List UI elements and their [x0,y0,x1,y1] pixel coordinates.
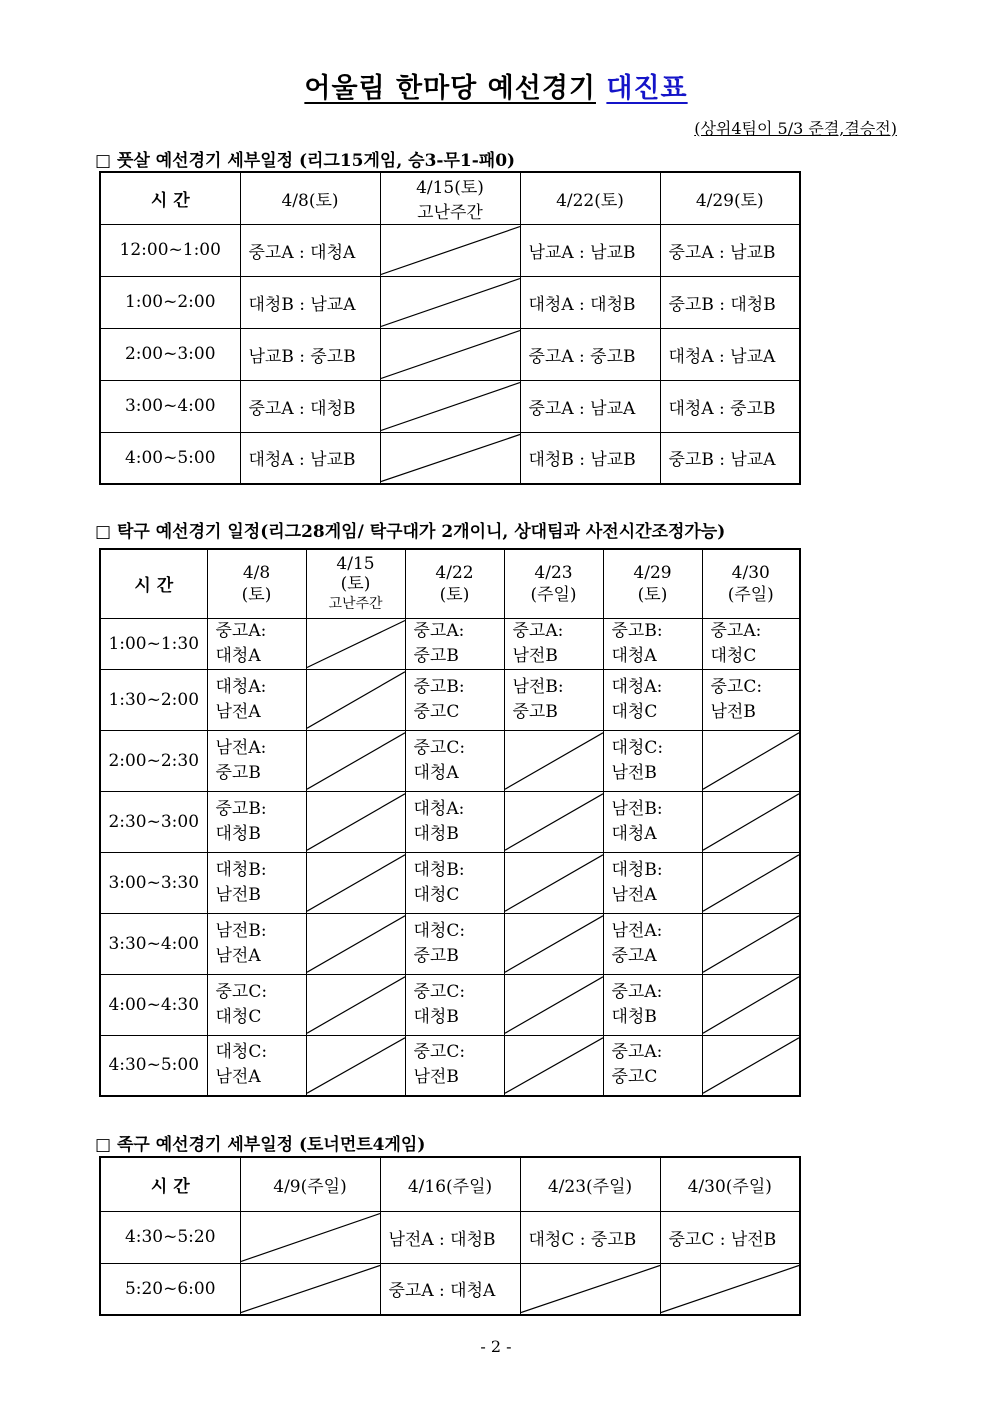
match-cell: 대청A : 대청B [520,276,660,328]
time-slot: 4:00~4:30 [100,974,207,1035]
jokgu-date: 4/9(주일) [240,1157,380,1211]
match-cell [207,791,306,852]
empty-slot [504,730,603,791]
empty-slot [306,669,405,730]
team-a: 대청A: [215,676,267,697]
team-a: 중고A: [512,620,564,641]
time-slot: 4:00~5:00 [100,432,240,484]
match-cell: 중고A : 대청B [240,380,380,432]
jokgu-table [99,1156,801,1316]
empty-slot [702,913,800,974]
table-row [100,432,800,484]
empty-slot [306,791,405,852]
empty-slot [504,913,603,974]
table-row [100,380,800,432]
empty-slot [660,1263,800,1315]
time-header: 시 간 [100,549,207,618]
date-label: 4/23 [534,562,573,583]
table-row [100,1263,800,1315]
team-a: 남전A: [215,737,267,758]
empty-slot [380,380,520,432]
match-cell [207,669,306,730]
team-a: 대청B: [215,859,267,880]
team-b: 중고C [413,701,460,722]
team-b: 남전B [710,701,756,722]
match-cell: 중고B : 남교A [660,432,800,484]
match-cell [207,974,306,1035]
empty-slot [306,618,405,669]
match-cell: 대청C : 중고B [520,1211,660,1263]
time-slot: 5:20~6:00 [100,1263,240,1315]
team-a: 중고C: [413,1042,466,1063]
match-cell [405,1035,504,1096]
match-cell: 대청B : 남교B [520,432,660,484]
time-slot: 3:00~4:00 [100,380,240,432]
futsal-date: 4/8(토) [240,172,380,224]
futsal-heading: □ 풋살 예선경기 세부일정 (리그15게임, 승3-무1-패0) [95,151,516,171]
time-slot: 3:30~4:00 [100,913,207,974]
team-a: 대청C: [215,1042,268,1063]
match-cell [603,730,702,791]
match-cell [603,618,702,669]
team-a: 남전B: [215,920,267,941]
empty-slot [702,852,800,913]
team-b: 대청A [215,645,261,666]
empty-slot [380,276,520,328]
match-cell [405,852,504,913]
pingpong-table [99,548,801,1097]
match-cell [603,913,702,974]
team-a: 중고C: [413,981,466,1002]
weekday-label: (토) [340,573,371,594]
time-slot: 4:30~5:20 [100,1211,240,1263]
table-row [100,618,800,669]
team-a: 대청C: [611,737,664,758]
match-cell [504,669,603,730]
empty-slot [520,1263,660,1315]
team-a: 대청B: [611,859,663,880]
empty-slot [702,1035,800,1096]
team-a: 대청A: [413,798,465,819]
match-cell [603,791,702,852]
page-title [0,66,992,105]
empty-slot [702,791,800,852]
pingpong-date [702,549,800,618]
empty-slot [702,974,800,1035]
table-row [100,791,800,852]
date-label: 4/15 [336,553,375,574]
team-a: 중고C: [413,737,466,758]
futsal-table [99,171,801,485]
jokgu-heading: □ 족구 예선경기 세부일정 (토너먼트4게임) [95,1135,426,1155]
futsal-date: 4/22(토) [520,172,660,224]
jokgu-date: 4/16(주일) [380,1157,520,1211]
futsal-date: 4/15(토) 고난주간 [380,172,520,224]
team-b: 대청A [611,823,657,844]
team-a: 중고C: [710,676,763,697]
team-a: 남전A: [611,920,663,941]
pingpong-date [405,549,504,618]
weekday-label: (토) [637,584,668,605]
match-cell [603,1035,702,1096]
table-row [100,669,800,730]
pingpong-heading: □ 탁구 예선경기 일정(리그28게임/ 탁구대가 2개이니, 상대팀과 사전시간조정가능) [95,522,726,542]
title-main: 어울림 한마당 예선경기 [304,73,596,104]
match-cell [405,730,504,791]
empty-slot [504,974,603,1035]
time-slot: 1:00~1:30 [100,618,207,669]
empty-slot [504,791,603,852]
jokgu-date: 4/23(주일) [520,1157,660,1211]
team-b: 남전B [512,645,558,666]
match-cell [603,852,702,913]
match-cell: 중고A : 남교A [520,380,660,432]
team-b: 중고B [413,645,459,666]
empty-slot [306,1035,405,1096]
team-b: 대청C [413,884,460,905]
match-cell [405,913,504,974]
team-b: 대청B [215,823,261,844]
team-a: 중고B: [215,798,267,819]
team-a: 대청A: [611,676,663,697]
empty-slot [306,974,405,1035]
time-header: 시 간 [100,1157,240,1211]
empty-slot [504,852,603,913]
empty-slot [380,328,520,380]
team-a: 중고A: [710,620,762,641]
match-cell: 중고B : 대청B [660,276,800,328]
match-cell: 중고A : 대청A [380,1263,520,1315]
match-cell: 남교A : 남교B [520,224,660,276]
empty-slot [240,1211,380,1263]
time-slot: 3:00~3:30 [100,852,207,913]
match-cell: 중고A : 중고B [520,328,660,380]
team-b: 남전B [611,762,657,783]
weekday-label: (토) [241,584,272,605]
time-header: 시 간 [100,172,240,224]
team-b: 중고C [611,1067,658,1088]
team-a: 대청C: [413,920,466,941]
team-b: 대청A [413,762,459,783]
table-row [100,328,800,380]
time-slot: 2:30~3:00 [100,791,207,852]
time-slot: 2:00~2:30 [100,730,207,791]
team-b: 중고A [611,945,657,966]
match-cell [702,618,800,669]
table-row [100,1035,800,1096]
table-row [100,913,800,974]
match-cell [405,669,504,730]
match-cell: 중고A : 남교B [660,224,800,276]
date-label: 4/22 [435,562,474,583]
table-row [100,852,800,913]
empty-slot [306,852,405,913]
table-row [100,974,800,1035]
team-b: 남전B [413,1067,459,1088]
empty-slot [504,1035,603,1096]
pingpong-date [504,549,603,618]
time-slot: 1:00~2:00 [100,276,240,328]
empty-slot [380,224,520,276]
weekday-label: (주일) [727,584,774,605]
match-cell [405,618,504,669]
jokgu-date: 4/30(주일) [660,1157,800,1211]
pingpong-date [306,549,405,618]
team-b: 남전A [215,701,261,722]
team-a: 중고A: [215,620,267,641]
table-row [100,276,800,328]
match-cell [603,669,702,730]
match-cell: 중고C : 남전B [660,1211,800,1263]
title-highlight: 대진표 [606,73,688,104]
empty-slot [306,730,405,791]
match-cell [207,730,306,791]
match-cell: 중고A : 대청A [240,224,380,276]
empty-slot [306,913,405,974]
weekday-label: (주일) [530,584,577,605]
team-a: 중고C: [215,981,268,1002]
empty-slot [702,730,800,791]
time-slot: 12:00~1:00 [100,224,240,276]
match-cell: 대청B : 남교A [240,276,380,328]
futsal-date: 4/29(토) [660,172,800,224]
team-a: 남전B: [611,798,663,819]
date-note: 고난주간 [328,595,383,612]
time-slot: 4:30~5:00 [100,1035,207,1096]
match-cell: 대청A : 남교B [240,432,380,484]
team-a: 중고A: [611,981,663,1002]
team-a: 중고B: [611,620,663,641]
team-b: 남전A [611,884,657,905]
match-cell: 대청A : 남교A [660,328,800,380]
match-cell [207,913,306,974]
page-number: - 2 - [480,1337,512,1356]
team-b: 남전A [215,1067,261,1088]
empty-slot [240,1263,380,1315]
time-slot: 1:30~2:00 [100,669,207,730]
date-label: 4/30 [731,562,770,583]
team-b: 대청B [413,1006,459,1027]
team-b: 남전A [215,945,261,966]
team-b: 대청C [710,645,757,666]
pingpong-date [207,549,306,618]
match-cell [504,618,603,669]
team-a: 중고A: [413,620,465,641]
match-cell [702,669,800,730]
table-row [100,730,800,791]
team-b: 중고B [215,762,261,783]
team-a: 중고A: [611,1042,663,1063]
weekday-label: (토) [439,584,470,605]
empty-slot [380,432,520,484]
team-b: 대청B [413,823,459,844]
match-cell: 대청A : 중고B [660,380,800,432]
team-b: 대청B [611,1006,657,1027]
match-cell: 남전A : 대청B [380,1211,520,1263]
team-a: 남전B: [512,676,564,697]
date-label: 4/8 [242,562,271,583]
qualification-note: (상위4팀이 5/3 준결,결승전) [694,119,897,138]
team-b: 중고B [512,701,558,722]
match-cell [405,974,504,1035]
team-b: 남전B [215,884,261,905]
team-b: 중고B [413,945,459,966]
time-slot: 2:00~3:00 [100,328,240,380]
match-cell [603,974,702,1035]
table-row [100,224,800,276]
team-b: 대청C [611,701,658,722]
match-cell [207,852,306,913]
match-cell [207,618,306,669]
match-cell [405,791,504,852]
team-a: 대청B: [413,859,465,880]
match-cell: 남교B : 중고B [240,328,380,380]
team-b: 대청C [215,1006,262,1027]
pingpong-date [603,549,702,618]
team-a: 중고B: [413,676,465,697]
match-cell [207,1035,306,1096]
date-label: 4/29 [633,562,672,583]
table-row [100,1211,800,1263]
team-b: 대청A [611,645,657,666]
